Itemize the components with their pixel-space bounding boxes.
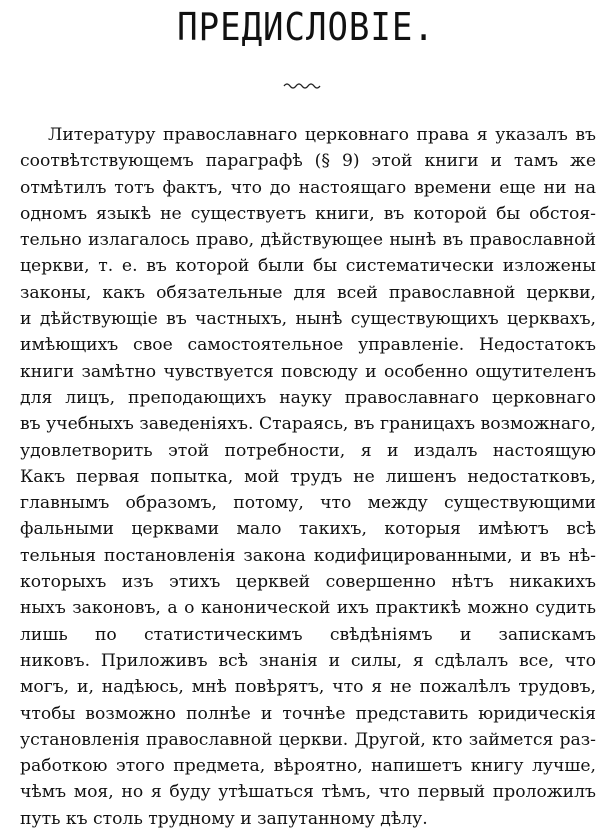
text-line: могъ, и, надѣюсь, мнѣ повѣрятъ, что я не пожалѣлъ трудовъ, bbox=[20, 677, 596, 698]
text-line: законы, какъ обязательные для всей православной церкви, bbox=[20, 282, 596, 303]
text-line: фальными церквами мало такихъ, которыя имѣютъ всѣ bbox=[20, 519, 596, 540]
text-line: одномъ языкѣ не существуетъ книги, въ которой бы обстоя- bbox=[20, 203, 596, 224]
text-line: Литературу православнаго церковнаго права я указалъ въ bbox=[48, 125, 596, 145]
text-line: работкою этого предмета, вѣроятно, напишетъ книгу лучше, bbox=[20, 756, 596, 777]
preface-body bbox=[20, 122, 596, 832]
text-line: лишь по статистическимъ свѣдѣніямъ и запискамъ bbox=[20, 624, 596, 645]
text-line: Какъ первая попытка, мой трудъ не лишенъ недостатковъ, bbox=[20, 466, 596, 487]
ornament-divider-icon bbox=[283, 80, 323, 90]
text-line: путь къ столь трудному и запутанному дѣлу. bbox=[20, 808, 428, 829]
text-line: тельно излагалось право, дѣйствующее нынѣ въ православной bbox=[20, 230, 596, 251]
text-line: главнымъ образомъ, потому, что между существующими bbox=[20, 493, 596, 514]
text-line: для лицъ, преподающихъ науку православнаго церковнаго bbox=[20, 387, 596, 408]
text-line: отмѣтилъ тотъ фактъ, что до настоящаго времени еще ни на bbox=[20, 177, 596, 198]
text-line: которыхъ изъ этихъ церквей совершенно нѣтъ никакихъ bbox=[20, 572, 596, 593]
text-line: никовъ. Приложивъ всѣ знанія и силы, я сдѣлалъ все, что bbox=[20, 650, 596, 671]
text-line: ныхъ законовъ, а о канонической ихъ практикѣ можно судить bbox=[20, 598, 596, 619]
text-line: имѣющихъ свое самостоятельное управленіе. Недостатокъ bbox=[20, 335, 596, 356]
text-line: установленія православной церкви. Другой, кто займется раз- bbox=[20, 729, 596, 750]
text-line: чѣмъ моя, но я буду утѣшаться тѣмъ, что первый проложилъ bbox=[20, 782, 596, 803]
text-line: удовлетворить этой потребности, я и издалъ настоящую bbox=[20, 440, 596, 461]
page-title: ПРЕДИСЛОВІЕ. bbox=[177, 5, 435, 51]
text-line: церкви, т. е. въ которой были бы систематически изложены bbox=[20, 256, 596, 277]
text-line: чтобы возможно полнѣе и точнѣе представить юридическія bbox=[20, 703, 596, 724]
text-line: книги замѣтно чувствуется повсюду и особенно ощутителенъ bbox=[20, 361, 596, 382]
text-line: соотвѣтствующемъ параграфѣ (§ 9) этой книги и тамъ же bbox=[20, 151, 596, 172]
text-line: и дѣйствующіе въ частныхъ, нынѣ существующихъ церквахъ, bbox=[20, 309, 596, 330]
text-line: въ учебныхъ заведеніяхъ. Стараясь, въ границахъ возможнаго, bbox=[20, 414, 596, 435]
text-line: тельныя постановленія закона кодифицированными, и въ нѣ- bbox=[20, 545, 596, 566]
